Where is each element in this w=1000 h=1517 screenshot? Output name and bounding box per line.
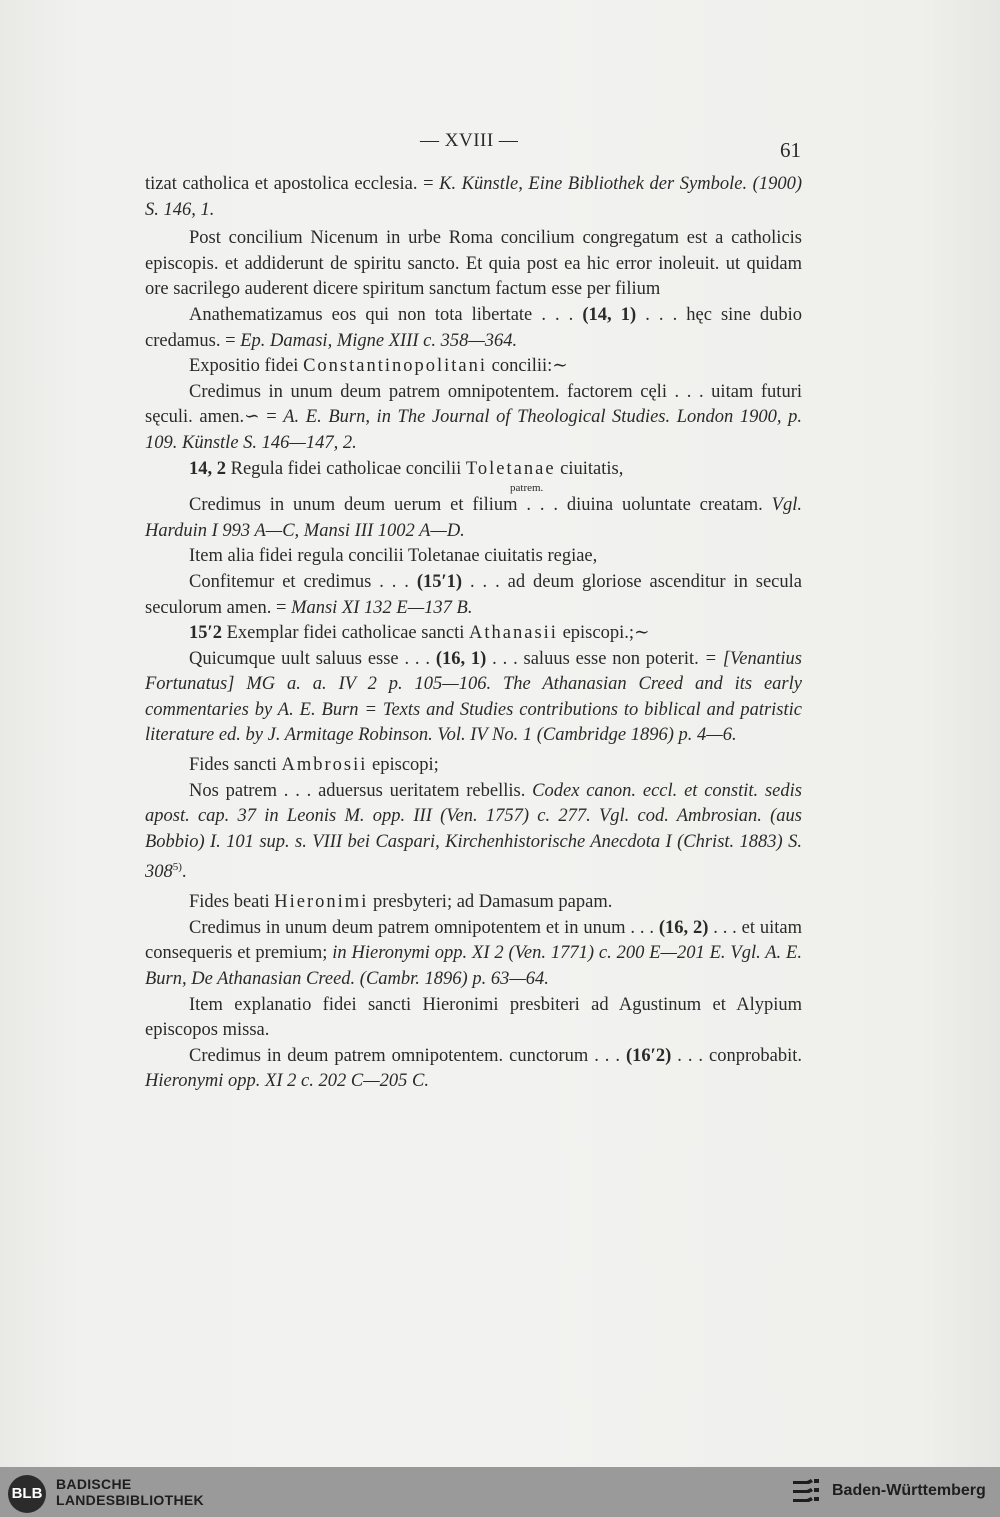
section-number: 15′2	[189, 623, 222, 644]
running-head	[0, 130, 1000, 160]
footnote-marker: 5)	[172, 861, 182, 874]
section-number: (16, 2)	[658, 917, 709, 938]
state-name[interactable]: Baden-Württemberg	[832, 1482, 986, 1499]
interlinear-gloss: patrem.	[510, 482, 544, 495]
section-number: 14, 2	[189, 458, 226, 479]
citation: Mansi XI 132 E—137 B.	[291, 597, 473, 618]
citation: in Hieronymi opp. XI 2 (Ven. 1771) c. 200 E—201 E. Vgl. A. E. Burn, De Athanasian Creed. (Cambr. 1896) p. 63—64.	[145, 943, 802, 989]
library-name[interactable]: BADISCHE LANDESBIBLIOTHEK	[56, 1476, 204, 1508]
paragraph-5: Credimus in unum deum patrem omnipotentem. factorem cęli . . . uitam futuri sęculi. amen.∽ = A. E. Burn, in The Journal of Theological Studies. London 1900, p. 109. Künstle S. 146—147, 2.	[145, 381, 802, 453]
section-number: (14, 1)	[582, 304, 637, 325]
paragraph-6: 14, 2 Regula fidei catholicae concilii Toletanae ciuitatis,	[189, 458, 624, 479]
paragraph-10: 15′2 Exemplar fidei catholicae sancti Athanasii episcopi.;∼	[189, 623, 650, 644]
paragraph-7: Credimus in unum deum uerum et filium . . . diuina uoluntate creatam. Vgl. Harduin I 993 A—C, Mansi III 1002 A—D.	[145, 495, 802, 541]
citation: Ep. Damasi, Migne XIII c. 358—364.	[240, 330, 518, 351]
footer-bar	[0, 1467, 1000, 1517]
running-title: — XVIII —	[420, 130, 519, 151]
citation: Hieronymi opp. XI 2 c. 202 C—205 C.	[145, 1071, 429, 1092]
paragraph-1: tizat catholica et apostolica ecclesia. = K. Künstle, Eine Bibliothek der Symbole. (1900) S. 146, 1.	[145, 174, 802, 220]
paragraph-11: Quicumque uult saluus esse . . . (16, 1) . . . saluus esse non poterit. = [Venantius Fortunatus] MG a. a. IV 2 p. 105—106. The Athanasian Creed and its early commentaries by A. E. Burn = Texts and Studies contributions to biblical and patristic literature ed. by J. Armitage Robinson. Vol. IV No. 1 (Cambridge 1896) p. 4—6.	[145, 648, 802, 746]
paragraph-2: Post concilium Nicenum in urbe Roma concilium congregatum est a catholicis episcopis. et addiderunt de spiritu sancto. Et quia post ea hic error inoleuit. ut quidam ore sacrilego auderent dicere spiritum sanctum factum esse per filium	[145, 228, 802, 300]
section-number: (16, 1)	[435, 648, 487, 669]
paragraph-15: Credimus in unum deum patrem omnipotentem et in unum . . . (16, 2) . . . et uitam consequeris et premium; in Hieronymi opp. XI 2 (Ven. 1771) c. 200 E—201 E. Vgl. A. E. Burn, De Athanasian Creed. (Cambr. 1896) p. 63—64.	[145, 917, 803, 989]
section-number: (16′2)	[625, 1045, 672, 1066]
paragraph-3: Anathematizamus eos qui non tota libertate . . . (14, 1) . . . hęc sine dubio credamus. = Ep. Damasi, Migne XIII c. 358—364.	[145, 304, 802, 351]
paragraph-8: Item alia fidei regula concilii Toletanae ciuitatis regiae,	[189, 546, 598, 567]
citation: Codex canon. eccl. et constit. sedis apost. cap. 37 in Leonis M. opp. III (Ven. 1757) c. 277. Vgl. cod. Ambrosian. (aus Bobbio) I. 101 sup. s. VIII bei Caspari, Kirchenhistorische Anecdota I (Christ. 1883) S. 308	[145, 780, 802, 883]
page-number: 61	[780, 138, 801, 162]
three-lions-icon	[790, 1478, 822, 1511]
paragraph-17: Credimus in deum patrem omnipotentem. cunctorum . . . (16′2) . . . conprobabit. Hieronymi opp. XI 2 c. 202 C—205 C.	[145, 1045, 802, 1092]
blb-logo[interactable]: BLB	[8, 1475, 46, 1513]
citation: Vgl. Harduin I 993 A—C, Mansi III 1002 A—D.	[145, 495, 802, 541]
paragraph-12: Fides sancti Ambrosii episcopi;	[189, 755, 439, 776]
paragraph-14: Fides beati Hieronimi presbyteri; ad Damasum papam.	[189, 892, 613, 913]
paragraph-9: Confitemur et credimus . . . (15′1) . . . ad deum gloriose ascenditur in secula seculorum amen. = Mansi XI 132 E—137 B.	[145, 571, 802, 618]
paragraph-16: Item explanatio fidei sancti Hieronimi presbiteri ad Agustinum et Alypium episcopos missa.	[145, 994, 802, 1041]
citation: K. Künstle, Eine Bibliothek der Symbole. (1900) S. 146, 1.	[145, 174, 802, 220]
body-text	[145, 172, 802, 1095]
citation: A. E. Burn, in The Journal of Theological Studies. London 1900, p. 109. Künstle S. 146—147, 2.	[145, 407, 802, 453]
paragraph-4: Expositio fidei Constantinopolitani concilii:∼	[189, 356, 568, 377]
citation: = [Venantius Fortunatus] MG a. a. IV 2 p. 105—106. The Athanasian Creed and its early commentaries by A. E. Burn = Texts and Studies contributions to biblical and patristic literature ed. by J. Armitage Robinson. Vol. IV No. 1 (Cambridge 1896) p. 4—6.	[145, 648, 802, 746]
paragraph-13: Nos patrem . . . aduersus ueritatem rebellis. Codex canon. eccl. et constit. sedis apost. cap. 37 in Leonis M. opp. III (Ven. 1757) c. 277. Vgl. cod. Ambrosian. (aus Bobbio) I. 101 sup. s. VIII bei Caspari, Kirchenhistorische Anecdota I (Christ. 1883) S. 308$^{5)}$.	[145, 780, 802, 883]
section-number: (15′1)	[416, 571, 463, 592]
